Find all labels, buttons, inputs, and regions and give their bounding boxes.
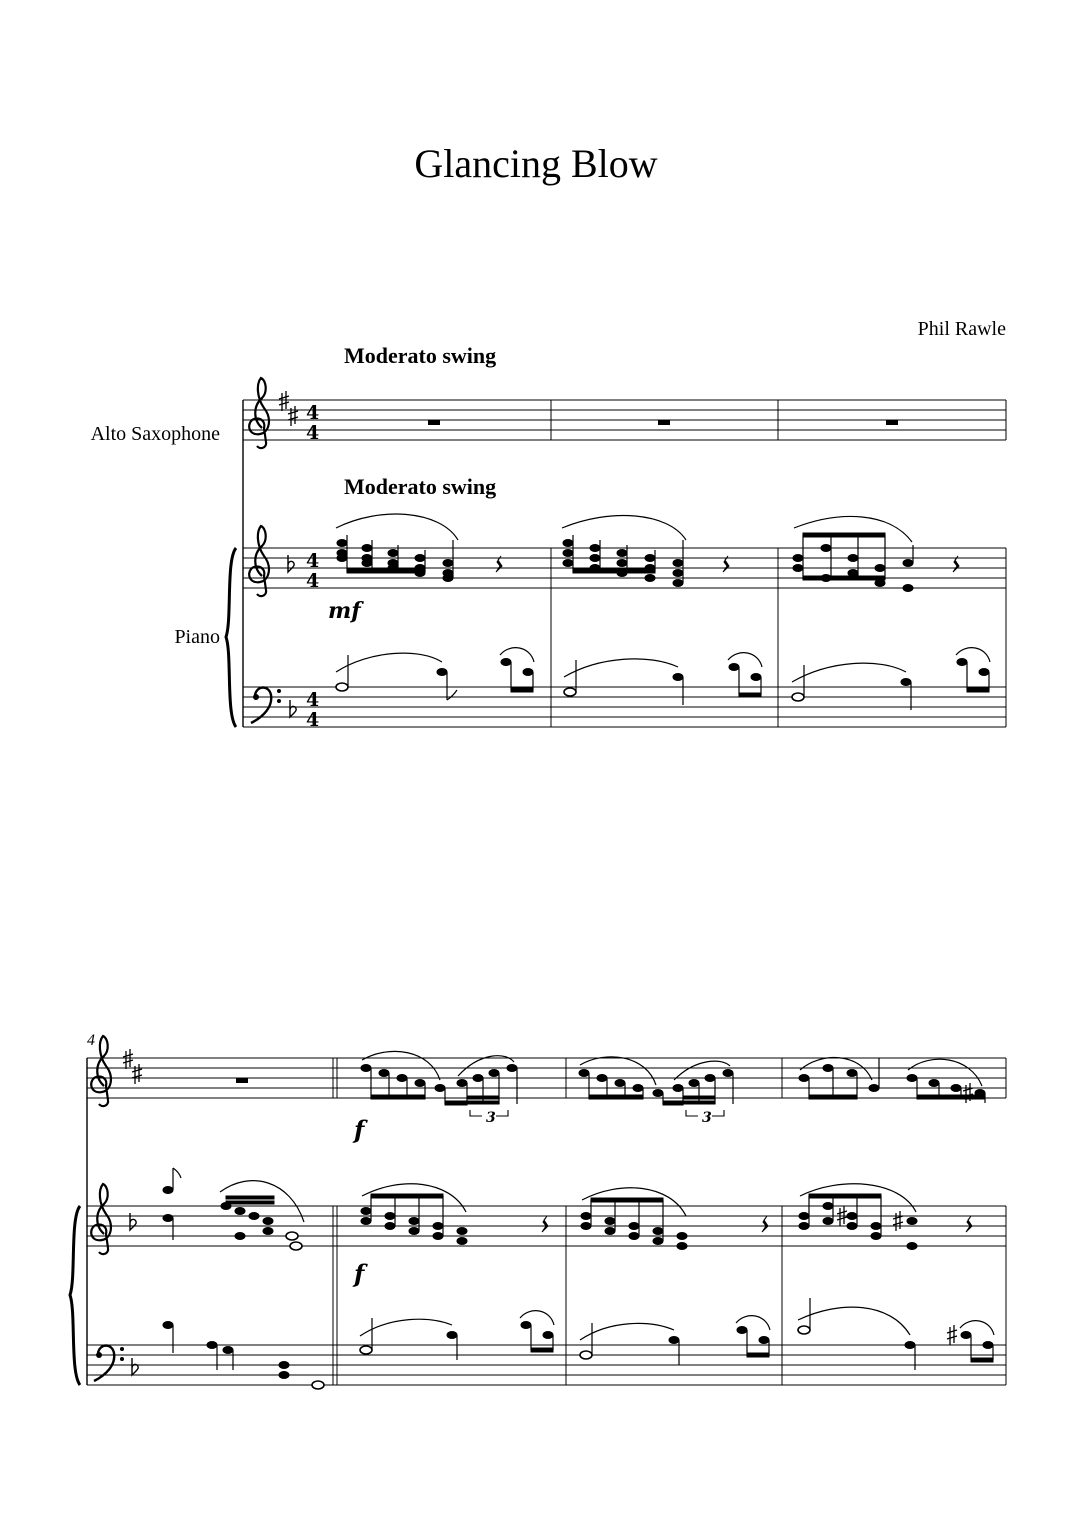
whole-rest [658,420,670,425]
instrument-label-alto-sax: Alto Saxophone [90,423,220,445]
time-signature [306,689,319,731]
piano-brace [226,548,236,727]
piano-rh-measure-2 [562,516,729,587]
sharp-icon [288,406,298,426]
piano-rh-measure-3 [793,516,959,591]
dynamic-f-piano: f [354,1259,365,1288]
sharp-icon [279,391,289,411]
whole-rest [886,420,898,425]
instrument-label-piano: Piano [174,626,220,648]
svg-text:4: 4 [306,422,320,444]
time-signature [306,402,319,444]
bass-clef-icon [94,1346,124,1382]
tuplet-3: 3 [486,1110,496,1126]
treble-clef-icon [91,1036,111,1106]
staff-piano-bass-system-1 [243,687,1006,727]
dynamic-mf: mf [328,598,361,624]
flat-icon [132,1358,138,1375]
svg-text:4: 4 [306,402,320,424]
tuplet-3: 3 [702,1110,712,1126]
flat-icon [290,700,296,717]
staff-piano-treble-system-2 [87,1206,1006,1385]
svg-text:4: 4 [306,709,320,731]
composer-name: Phil Rawle [917,318,1006,340]
page-title: Glancing Blow [414,141,658,186]
sax-melody [361,1051,985,1116]
piano-rh-system-2 [163,1168,972,1250]
sharp-icon [132,1064,142,1084]
piano-brace [70,1206,80,1385]
bass-clef-icon [251,688,281,724]
dynamic-f-sax: f [354,1115,365,1144]
time-signature [306,550,319,592]
treble-clef-icon [91,1184,111,1254]
whole-rest [428,420,440,425]
svg-text:4: 4 [306,550,320,572]
tempo-marking-sax: Moderato swing [344,343,497,368]
svg-text:4: 4 [306,689,320,711]
measure-number: 4 [87,1032,95,1049]
svg-text:4: 4 [306,570,320,592]
piano-lh-system-1 [336,648,990,710]
sharp-icon [123,1049,133,1069]
whole-rest [236,1078,248,1083]
tempo-marking-piano: Moderato swing [344,474,497,499]
treble-clef-icon [249,526,269,596]
treble-clef-icon [249,378,269,448]
